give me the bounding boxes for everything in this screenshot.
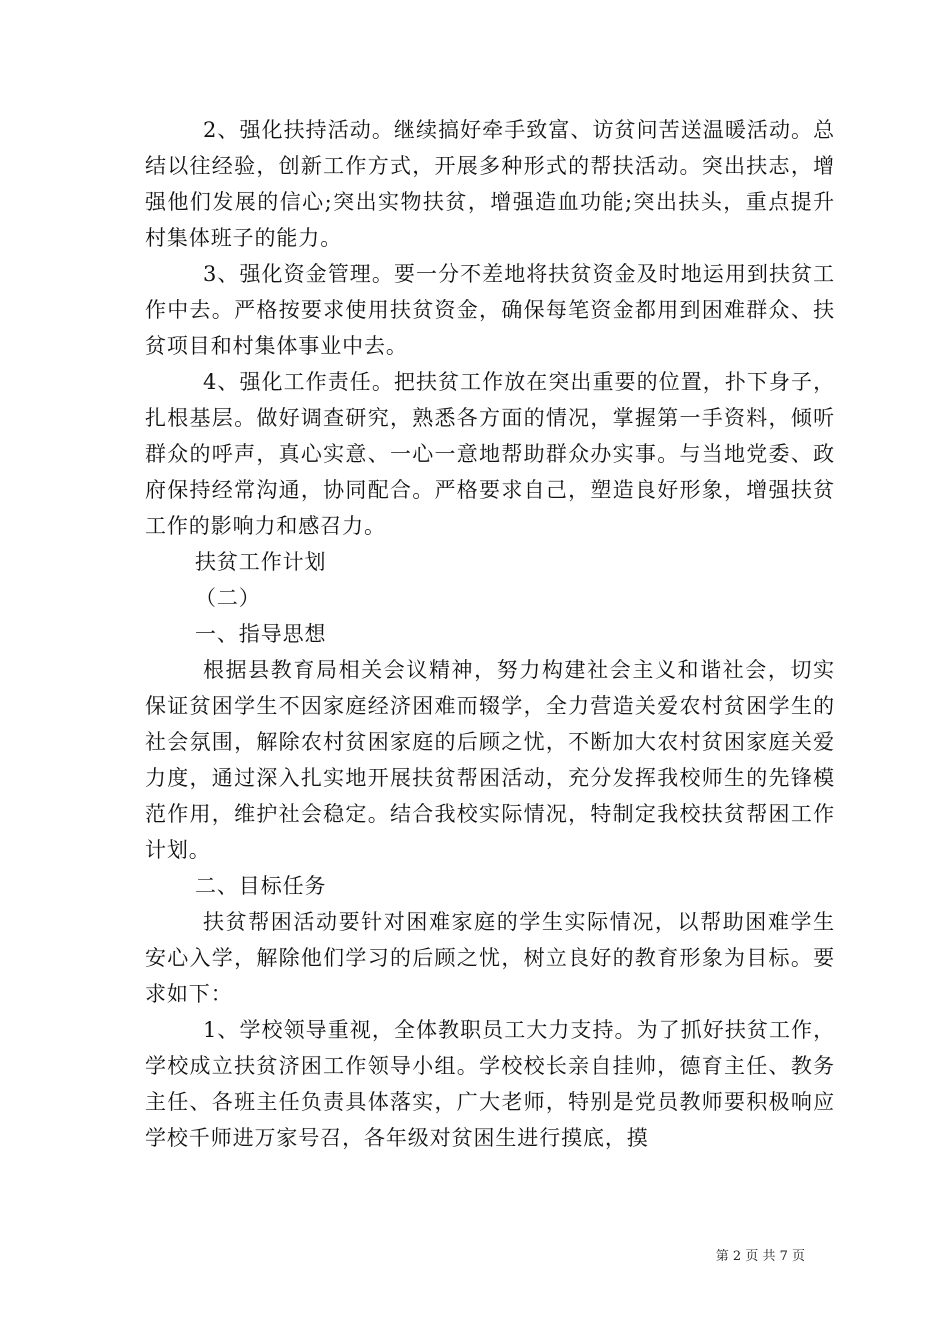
paragraph-leadership: 1、学校领导重视，全体教职员工大力支持。为了抓好扶贫工作，学校成立扶贫济困工作领导小组。学校校长亲自挂帅，德育主任、教务主任、各班主任负责具体落实，广大老师，特别是党员教师要积极响应学校千师进万家号召，各年级对贫困生进行摸底，摸 (145, 1018, 835, 1150)
section-number: （二） (195, 586, 261, 610)
paragraph-work-responsibility: 4、强化工作责任。把扶贫工作放在突出重要的位置，扑下身子，扎根基层。做好调查研究，熟悉各方面的情况，掌握第一手资料，倾听群众的呼声，真心实意、一心一意地帮助群众办实事。与当地党委、政府保持经常沟通，协同配合。严格要求自己，塑造良好形象，增强扶贫工作的影响力和感召力。 (145, 370, 835, 538)
paragraph-fund-management: 3、强化资金管理。要一分不差地将扶贫资金及时地运用到扶贫工作中去。严格按要求使用扶贫资金，确保每笔资金都用到困难群众、扶贫项目和村集体事业中去。 (145, 262, 835, 358)
page-number-footer: 第 2 页 共 7 页 (715, 1249, 805, 1264)
paragraph-guiding-ideology: 根据县教育局相关会议精神，努力构建社会主义和谐社会，切实保证贫困学生不因家庭经济困难而辍学，全力营造关爱农村贫困学生的社会氛围，解除农村贫困家庭的后顾之忧，不断加大农村贫困家庭关爱力度，通过深入扎实地开展扶贫帮困活动，充分发挥我校师生的先锋模范作用，维护社会稳定。结合我校实际情况，特制定我校扶贫帮困工作计划。 (145, 658, 835, 862)
heading-goals-tasks: 二、目标任务 (195, 874, 327, 898)
paragraph-goals-tasks: 扶贫帮困活动要针对困难家庭的学生实际情况，以帮助困难学生安心入学，解除他们学习的后顾之忧，树立良好的教育形象为目标。要求如下： (145, 910, 835, 1006)
section-title: 扶贫工作计划 (195, 550, 327, 574)
heading-guiding-ideology: 一、指导思想 (195, 622, 327, 646)
document-body (145, 112, 835, 1156)
paragraph-strengthen-support: 2、强化扶持活动。继续搞好牵手致富、访贫问苦送温暖活动。总结以往经验，创新工作方式，开展多种形式的帮扶活动。突出扶志，增强他们发展的信心;突出实物扶贫，增强造血功能;突出扶头，重点提升村集体班子的能力。 (145, 118, 835, 250)
